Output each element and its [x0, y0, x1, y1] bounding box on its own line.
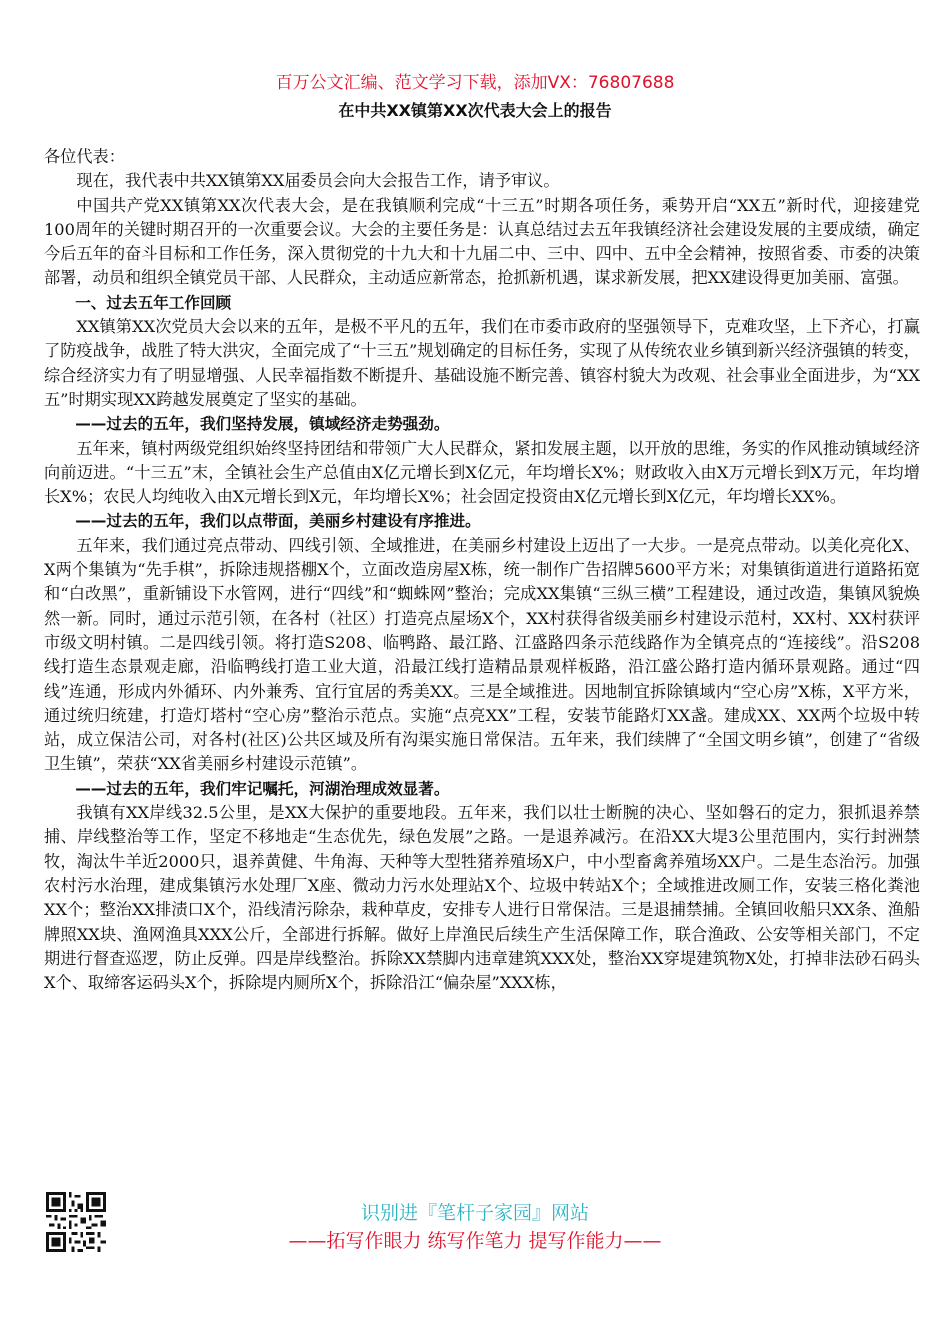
footer-slogan-line: ——拓写作眼力 练写作笔力 提写作能力—— — [288, 1230, 662, 1252]
document-title: 在中共XX镇第XX次代表大会上的报告 — [338, 101, 612, 120]
footer — [0, 1192, 950, 1252]
paragraph: 现在，我代表中共XX镇第XX届委员会向大会报告工作，请予审议。 — [76, 171, 560, 191]
promo-banner: 百万公文汇编、范文学习下载，添加VX：76807688 — [275, 73, 675, 93]
subsection-heading: ——过去的五年，我们以点带面，美丽乡村建设有序推进。 — [75, 512, 481, 531]
document-body — [44, 145, 920, 995]
paragraph: 五年来，镇村两级党组织始终坚持团结和带领广大人民群众，紧扣发展主题，以开放的思维，务实的作风推动镇域经济向前迈进。“十三五”末，全镇社会生产总值由X亿元增长到X亿元，年均增长X%；财政收入由X万元增长到X万元，年均增长X%；农民人均纯收入由X元增长到X元，年均增长X%；社会固定投资由X亿元增长到X亿元，年均增长XX%。 — [44, 438, 920, 507]
footer-website-line: 识别进『笔杆子家园』网站 — [360, 1202, 589, 1224]
paragraph: 五年来，我们通过亮点带动、四线引领、全域推进，在美丽乡村建设上迈出了一大步。一是亮点带动。以美化亮化X、X两个集镇为“先手棋”，拆除违规搭棚X个，立面改造房屋X栋，统一制作广告招牌5600平方米；对集镇街道进行道路拓宽和“白改黑”，重新铺设下水管网，进行“四线”和“蜘蛛网”整治；完成XX集镇“三纵三横”工程建设，通过改造，集镇风貌焕然一新。同时，通过示范引领，在各村（社区）打造亮点屋场X个，XX村获得省级美丽乡村建设示范村，XX村、XX村获评市级文明村镇。二是四线引领。将打造S208、临鸭路、最江路、江盛路四条示范线路作为全镇亮点的“连接线”。沿S208线打造生态景观走廊，沿临鸭线打造工业大道，沿最江线打造精品景观样板路，沿江盛公路打造内循环景观路。通过“四线”连通，形成内外循环、内外兼秀、宜行宜居的秀美XX。三是全域推进。因地制宜拆除镇域内“空心房”X栋，X平方米，通过统归统建，打造灯塔村“空心房”整治示范点。实施“点亮XX”工程，安装节能路灯XX盏。建成XX、XX两个垃圾中转站，成立保洁公司，对各村(社区)公共区域及所有沟渠实施日常保洁。五年来，我们续牌了“全国文明乡镇”，创建了“省级卫生镇”，荣获“XX省美丽乡村建设示范镇”。 — [44, 535, 920, 774]
salutation: 各位代表： — [44, 147, 125, 166]
paragraph: XX镇第XX次党员大会以来的五年，是极不平凡的五年，我们在市委市政府的坚强领导下，克难攻坚，上下齐心，打赢了防疫战争，战胜了特大洪灾，全面完成了“十三五”规划确定的目标任务，实现了从传统农业乡镇到新兴经济强镇的转变，综合经济实力有了明显增强、人民幸福指数不断提升、基础设施不断完善、镇容村貌大为改观、社会事业全面进步，为“XX五”时期实现XX跨越发展奠定了坚实的基础。 — [44, 317, 920, 409]
subsection-heading: ——过去的五年，我们坚持发展，镇域经济走势强劲。 — [75, 415, 450, 434]
subsection-heading: ——过去的五年，我们牢记嘱托，河湖治理成效显著。 — [75, 779, 450, 798]
section-heading: 一、过去五年工作回顾 — [75, 293, 232, 312]
paragraph: 我镇有XX岸线32.5公里，是XX大保护的重要地段。五年来，我们以壮士断腕的决心、坚如磐石的定力，狠抓退养禁捕、岸线整治等工作，坚定不移地走“生态优先，绿色发展”之路。一是退养减污。在沿XX大堤3公里范围内，实行封洲禁牧，淘汰牛羊近2000只，退养黄健、牛角海、天种等大型牲猪养殖场X户，中小型畜禽养殖场XX户。二是生态治污。加强农村污水治理，建成集镇污水处理厂X座、微动力污水处理站X个、垃圾中转站X个；全域推进改厕工作，安装三格化粪池XX个；整治XX排渍口X个，沿线清污除杂，栽种草皮，安排专人进行日常保洁。三是退捕禁捕。全镇回收船只XX条、渔船牌照XX块、渔网渔具XXX公斤，全部进行拆解。做好上岸渔民后续生产生活保障工作，联合渔政、公安等相关部门，不定期进行督查巡逻，防止反弹。四是岸线整治。拆除XX禁脚内违章建筑XXX处，整治XX穿堤建筑物X处，打掉非法砂石码头X个、取缔客运码头X个，拆除堤内厕所X个，拆除沿江“偏杂屋”XXX栋， — [44, 803, 920, 993]
paragraph: 中国共产党XX镇第XX次代表大会，是在我镇顺利完成“十三五”时期各项任务，乘势开启“XX五”新时代，迎接建党100周年的关键时期召开的一次重要会议。大会的主要任务是：认真总结过去五年我镇经济社会建设发展的主要成绩，确定今后五年的奋斗目标和工作任务，深入贯彻党的十九大和十九届二中、三中、四中、五中全会精神，按照省委、市委的决策部署，动员和组织全镇党员干部、人民群众，主动适应新常态，抢抓新机遇，谋求新发展，把XX建设得更加美丽、富强。 — [44, 195, 920, 288]
